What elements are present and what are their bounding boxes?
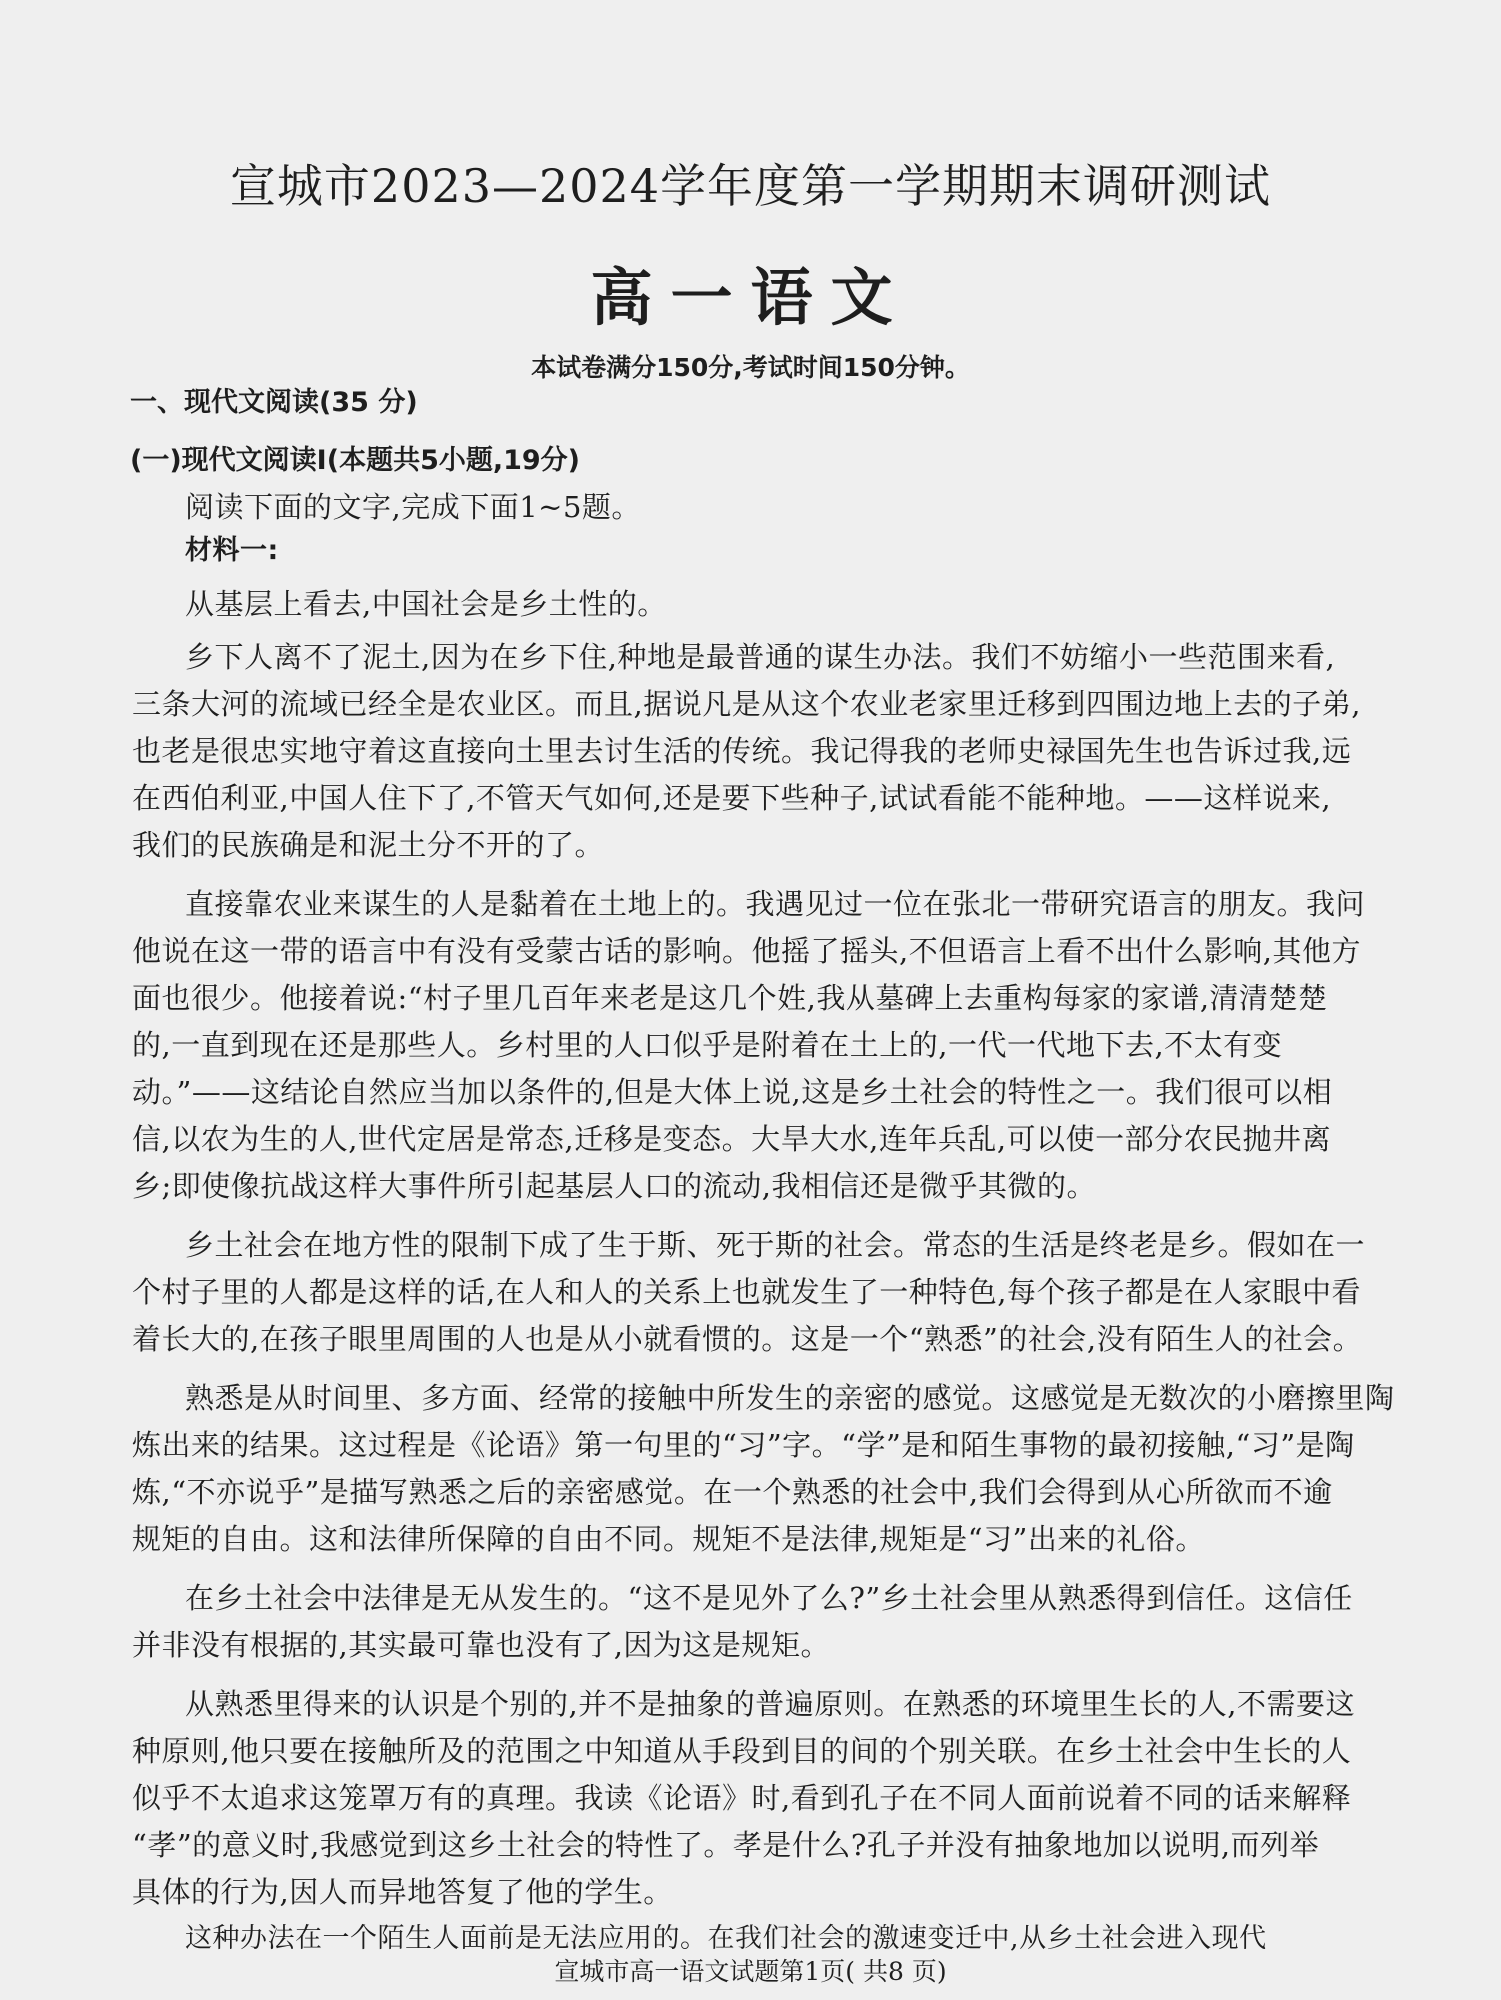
section-heading: 一、现代文阅读(35 分): [130, 387, 418, 418]
body-line: 也老是很忠实地守着这直接向土里去讨生活的传统。我记得我的老师史禄国先生也告诉过我,远: [132, 734, 1352, 768]
body-line: “孝”的意义时,我感觉到这乡土社会的特性了。孝是什么?孔子并没有抽象地加以说明,而列举: [132, 1828, 1320, 1862]
body-line: 乡土社会在地方性的限制下成了生于斯、死于斯的社会。常态的生活是终老是乡。假如在一: [185, 1228, 1366, 1262]
body-line: 乡下人离不了泥土,因为在乡下住,种地是最普通的谋生办法。我们不妨缩小一些范围来看,: [185, 640, 1336, 674]
body-line: 炼出来的结果。这过程是《论语》第一句里的“习”字。“学”是和陌生事物的最初接触,“习”是陶: [132, 1428, 1355, 1462]
body-line: 三条大河的流域已经全是农业区。而且,据说凡是从这个农业老家里迁移到四围边地上去的子弟,: [132, 687, 1361, 721]
body-line: 具体的行为,因人而异地答复了他的学生。: [132, 1875, 673, 1909]
body-line: 这种办法在一个陌生人面前是无法应用的。在我们社会的激速变迁中,从乡土社会进入现代: [185, 1923, 1267, 1954]
body-line: 在西伯利亚,中国人住下了,不管天气如何,还是要下些种子,试试看能不能种地。——这样说来,: [132, 781, 1332, 815]
body-line: 直接靠农业来谋生的人是黏着在土地上的。我遇见过一位在张北一带研究语言的朋友。我问: [185, 887, 1366, 921]
body-line: 他说在这一带的语言中有没有受蒙古话的影响。他摇了摇头,不但语言上看不出什么影响,其他方: [132, 934, 1361, 968]
reading-instruction: 阅读下面的文字,完成下面1~5题。: [185, 490, 641, 524]
body-line: 规矩的自由。这和法律所保障的自由不同。规矩不是法律,规矩是“习”出来的礼俗。: [132, 1522, 1205, 1556]
exam-title: 宣城市2023—2024学年度第一学期期末调研测试: [229, 159, 1272, 213]
body-line: 并非没有根据的,其实最可靠也没有了,因为这是规矩。: [132, 1628, 830, 1662]
body-line: 动。”——这结论自然应当加以条件的,但是大体上说,这是乡土社会的特性之一。我们很可以相: [132, 1075, 1333, 1109]
material-label: 材料一:: [185, 535, 279, 566]
body-line: 从基层上看去,中国社会是乡土性的。: [185, 587, 667, 621]
sub-section-heading: (一)现代文阅读I(本题共5小题,19分): [130, 445, 581, 476]
body-line: 熟悉是从时间里、多方面、经常的接触中所发生的亲密的感觉。这感觉是无数次的小磨擦里陶: [185, 1381, 1395, 1415]
body-line: 从熟悉里得来的认识是个别的,并不是抽象的普遍原则。在熟悉的环境里生长的人,不需要这: [185, 1687, 1355, 1721]
body-line: 似乎不太追求这笼罩万有的真理。我读《论语》时,看到孔子在不同人面前说着不同的话来解释: [132, 1781, 1352, 1815]
body-line: 炼,“不亦说乎”是描写熟悉之后的亲密感觉。在一个熟悉的社会中,我们会得到从心所欲而不逾: [132, 1475, 1333, 1509]
body-line: 乡;即使像抗战这样大事件所引起基层人口的流动,我相信还是微乎其微的。: [132, 1169, 1096, 1203]
body-line: 信,以农为生的人,世代定居是常态,迁移是变态。大旱大水,连年兵乱,可以使一部分农民抛井离: [132, 1122, 1332, 1156]
exam-info: 本试卷满分150分,考试时间150分钟。: [531, 353, 970, 382]
body-line: 着长大的,在孩子眼里周围的人也是从小就看惯的。这是一个“熟悉”的社会,没有陌生人的社会。: [132, 1322, 1363, 1356]
subject-title: 高一语文: [590, 261, 911, 334]
body-line: 我们的民族确是和泥土分不开的了。: [132, 828, 605, 862]
page-footer: 宣城市高一语文试题第1页( 共8 页): [554, 1957, 947, 1986]
body-line: 在乡土社会中法律是无从发生的。“这不是见外了么?”乡土社会里从熟悉得到信任。这信任: [185, 1581, 1353, 1615]
body-line: 面也很少。他接着说:“村子里几百年来老是这几个姓,我从墓碑上去重构每家的家谱,清清楚楚: [132, 981, 1328, 1015]
body-line: 种原则,他只要在接触所及的范围之中知道从手段到目的间的个别关联。在乡土社会中生长的人: [132, 1734, 1352, 1768]
body-line: 个村子里的人都是这样的话,在人和人的关系上也就发生了一种特色,每个孩子都是在人家眼中看: [132, 1275, 1361, 1309]
body-line: 的,一直到现在还是那些人。乡村里的人口似乎是附着在土上的,一代一代地下去,不太有变: [132, 1028, 1283, 1062]
